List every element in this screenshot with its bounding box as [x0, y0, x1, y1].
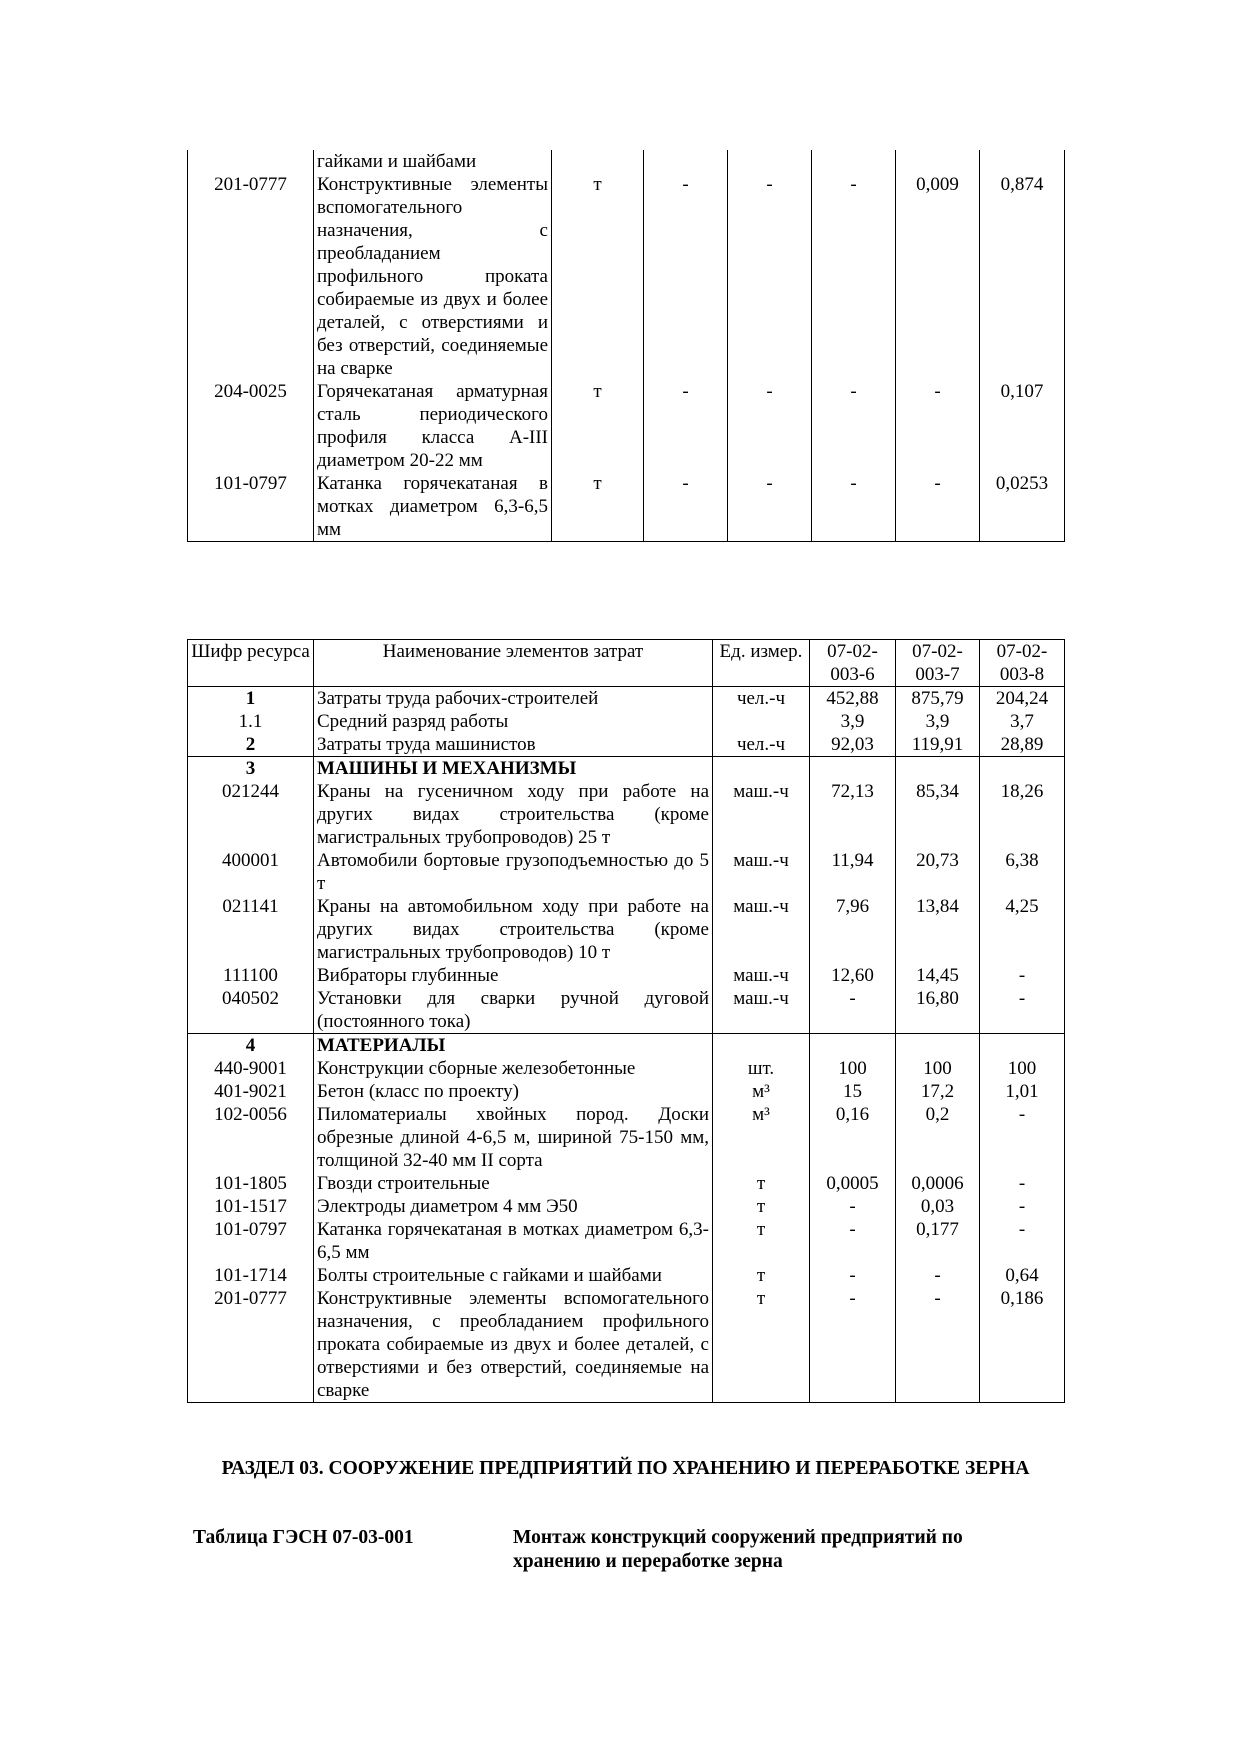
table-row: [188, 1172, 1065, 1195]
table-row: [188, 757, 1065, 781]
resource-code: 040502: [188, 987, 314, 1034]
table-row: [188, 1057, 1065, 1080]
resource-unit: т: [552, 380, 644, 472]
value-col-2: 0,0006: [896, 1172, 980, 1195]
value-col-4: -: [896, 472, 980, 542]
resource-code: 1.1: [188, 710, 314, 733]
resource-code: 101-1517: [188, 1195, 314, 1218]
resource-code: 201-0777: [188, 1287, 314, 1403]
value-col-1: 0,0005: [810, 1172, 896, 1195]
value-col-2: 119,91: [896, 733, 980, 757]
table-row: [188, 780, 1065, 849]
value-col-3: [980, 757, 1065, 781]
header-unit: Ед. измер.: [713, 640, 810, 687]
resource-name: Затраты труда рабочих-строителей: [314, 687, 713, 711]
resource-code: 101-1805: [188, 1172, 314, 1195]
table-row: [188, 1264, 1065, 1287]
value-col-1: 100: [810, 1057, 896, 1080]
resources-body: [188, 687, 1065, 1403]
resource-name: Средний разряд работы: [314, 710, 713, 733]
resource-unit: маш.-ч: [713, 964, 810, 987]
resource-code: [188, 150, 314, 173]
resource-unit: маш.-ч: [713, 780, 810, 849]
resource-name: Катанка горячекатаная в мотках диаметром 6,3-6,5 мм: [314, 472, 552, 542]
table-row: [188, 150, 1065, 173]
value-col-3: -: [980, 987, 1065, 1034]
value-col-3: -: [812, 380, 896, 472]
resource-name: МАШИНЫ И МЕХАНИЗМЫ: [314, 757, 713, 781]
continued-resources-body: [188, 150, 1065, 542]
table-row: [188, 1034, 1065, 1058]
value-col-3: 100: [980, 1057, 1065, 1080]
table-header-row: [188, 640, 1065, 687]
value-col-3: 28,89: [980, 733, 1065, 757]
resource-code: 111100: [188, 964, 314, 987]
resource-name: Электроды диаметром 4 мм Э50: [314, 1195, 713, 1218]
resource-unit: [713, 1034, 810, 1058]
value-col-3: [812, 150, 896, 173]
value-col-3: 0,186: [980, 1287, 1065, 1403]
resource-name: Конструктивные элементы вспомогательного назначения, с преобладанием профильного проката собираемые из двух и более деталей, с отверстиями и без отверстий, соединяемые на сварке: [314, 1287, 713, 1403]
value-col-1: [810, 1034, 896, 1058]
value-col-3: -: [980, 1218, 1065, 1264]
resource-unit: т: [713, 1264, 810, 1287]
table-row: [188, 733, 1065, 757]
header-col-2: 07-02-003-7: [896, 640, 980, 687]
value-col-1: 7,96: [810, 895, 896, 964]
value-col-2: 16,80: [896, 987, 980, 1034]
resource-code: 021244: [188, 780, 314, 849]
value-col-1: 0,16: [810, 1103, 896, 1172]
value-col-1: 92,03: [810, 733, 896, 757]
value-col-4: [896, 150, 980, 173]
resource-name: Болты строительные с гайками и шайбами: [314, 1264, 713, 1287]
value-col-3: 204,24: [980, 687, 1065, 711]
resource-name: Краны на автомобильном ходу при работе на других видах строительства (кроме магистральных трубопроводов) 10 т: [314, 895, 713, 964]
table-row: [188, 472, 1065, 542]
value-col-2: [728, 150, 812, 173]
resource-unit: [713, 710, 810, 733]
resource-unit: т: [713, 1218, 810, 1264]
resource-unit: маш.-ч: [713, 895, 810, 964]
resource-name: Конструктивные элементы вспомогательного назначения, с преобладанием профильного проката собираемые из двух и более деталей, с отверстиями и без отверстий, соединяемые на сварке: [314, 173, 552, 380]
resource-name: Бетон (класс по проекту): [314, 1080, 713, 1103]
resource-unit: м³: [713, 1103, 810, 1172]
value-col-1: -: [810, 1195, 896, 1218]
value-col-1: -: [810, 1287, 896, 1403]
value-col-1: -: [644, 472, 728, 542]
table-row: [188, 687, 1065, 711]
value-col-1: -: [644, 173, 728, 380]
resource-name: Пиломатериалы хвойных пород. Доски обрезные длиной 4-6,5 м, шириной 75-150 мм, толщиной 32-40 мм II сорта: [314, 1103, 713, 1172]
value-col-3: [980, 1034, 1065, 1058]
value-col-3: -: [980, 1195, 1065, 1218]
value-col-1: -: [644, 380, 728, 472]
value-col-3: 3,7: [980, 710, 1065, 733]
table-row: [188, 1103, 1065, 1172]
resource-name: Катанка горячекатаная в мотках диаметром 6,3-6,5 мм: [314, 1218, 713, 1264]
value-col-2: -: [896, 1264, 980, 1287]
value-col-3: 6,38: [980, 849, 1065, 895]
resource-code: 201-0777: [188, 173, 314, 380]
value-col-4: 0,009: [896, 173, 980, 380]
resource-code: 204-0025: [188, 380, 314, 472]
resource-name: Автомобили бортовые грузоподъемностью до 5 т: [314, 849, 713, 895]
value-col-1: [644, 150, 728, 173]
resource-name: Горячекатаная арматурная сталь периодического профиля класса А-III диаметром 20-22 мм: [314, 380, 552, 472]
value-col-1: 72,13: [810, 780, 896, 849]
value-col-1: -: [810, 1218, 896, 1264]
resource-unit: маш.-ч: [713, 987, 810, 1034]
value-col-3: -: [980, 1103, 1065, 1172]
resource-code: 3: [188, 757, 314, 781]
resource-code: 101-0797: [188, 472, 314, 542]
value-col-2: 17,2: [896, 1080, 980, 1103]
header-name: Наименование элементов затрат: [314, 640, 713, 687]
value-col-2: 85,34: [896, 780, 980, 849]
value-col-1: [810, 757, 896, 781]
resource-unit: шт.: [713, 1057, 810, 1080]
table-row: [188, 1195, 1065, 1218]
value-col-3: 1,01: [980, 1080, 1065, 1103]
value-col-2: 3,9: [896, 710, 980, 733]
resources-table: [187, 639, 1065, 1403]
resource-unit: чел.-ч: [713, 687, 810, 711]
resource-code: 101-0797: [188, 1218, 314, 1264]
resource-unit: т: [713, 1195, 810, 1218]
table-row: [188, 849, 1065, 895]
value-col-2: 20,73: [896, 849, 980, 895]
value-col-2: -: [896, 1287, 980, 1403]
value-col-2: -: [728, 173, 812, 380]
value-col-2: -: [728, 472, 812, 542]
table-row: [188, 1287, 1065, 1403]
resource-name: Конструкции сборные железобетонные: [314, 1057, 713, 1080]
table-row: [188, 1218, 1065, 1264]
resource-name: МАТЕРИАЛЫ: [314, 1034, 713, 1058]
resource-unit: т: [552, 173, 644, 380]
header-col-1: 07-02-003-6: [810, 640, 896, 687]
resource-name: гайками и шайбами: [314, 150, 552, 173]
resource-name: Гвозди строительные: [314, 1172, 713, 1195]
table-row: [188, 895, 1065, 964]
value-col-2: 0,03: [896, 1195, 980, 1218]
continued-resources-table: [187, 150, 1065, 542]
value-col-3: 18,26: [980, 780, 1065, 849]
value-col-5: 0,874: [980, 173, 1065, 380]
value-col-1: 15: [810, 1080, 896, 1103]
section-heading: РАЗДЕЛ 03. СООРУЖЕНИЕ ПРЕДПРИЯТИЙ ПО ХРАНЕНИЮ И ПЕРЕРАБОТКЕ ЗЕРНА: [221, 1458, 1030, 1479]
resource-name: Краны на гусеничном ходу при работе на других видах строительства (кроме магистральных трубопроводов) 25 т: [314, 780, 713, 849]
table-row: [188, 380, 1065, 472]
resource-code: 4: [188, 1034, 314, 1058]
value-col-3: -: [812, 173, 896, 380]
table-row: [188, 987, 1065, 1034]
resource-unit: [713, 757, 810, 781]
resource-unit: т: [552, 472, 644, 542]
resource-code: 401-9021: [188, 1080, 314, 1103]
value-col-5: [980, 150, 1065, 173]
table-title: Монтаж конструкций сооружений предприятий по хранению и переработке зерна: [513, 1527, 963, 1572]
value-col-2: 100: [896, 1057, 980, 1080]
resource-code: 101-1714: [188, 1264, 314, 1287]
value-col-3: 4,25: [980, 895, 1065, 964]
resource-name: Вибраторы глубинные: [314, 964, 713, 987]
value-col-1: 11,94: [810, 849, 896, 895]
value-col-2: 0,177: [896, 1218, 980, 1264]
resource-code: 400001: [188, 849, 314, 895]
value-col-2: 0,2: [896, 1103, 980, 1172]
resource-unit: чел.-ч: [713, 733, 810, 757]
resource-code: 1: [188, 687, 314, 711]
resource-unit: [552, 150, 644, 173]
value-col-2: -: [728, 380, 812, 472]
resource-code: 021141: [188, 895, 314, 964]
value-col-1: -: [810, 1264, 896, 1287]
value-col-1: 12,60: [810, 964, 896, 987]
resource-unit: т: [713, 1287, 810, 1403]
resource-name: Затраты труда машинистов: [314, 733, 713, 757]
resource-name: Установки для сварки ручной дуговой (постоянного тока): [314, 987, 713, 1034]
resource-unit: м³: [713, 1080, 810, 1103]
resource-code: 102-0056: [188, 1103, 314, 1172]
resource-unit: маш.-ч: [713, 849, 810, 895]
value-col-1: 3,9: [810, 710, 896, 733]
value-col-2: 14,45: [896, 964, 980, 987]
value-col-2: [896, 757, 980, 781]
value-col-3: -: [980, 1172, 1065, 1195]
value-col-1: -: [810, 987, 896, 1034]
table-row: [188, 173, 1065, 380]
table-row: [188, 710, 1065, 733]
table-row: [188, 964, 1065, 987]
resource-code: 440-9001: [188, 1057, 314, 1080]
value-col-2: 875,79: [896, 687, 980, 711]
value-col-3: 0,64: [980, 1264, 1065, 1287]
value-col-1: 452,88: [810, 687, 896, 711]
value-col-3: -: [812, 472, 896, 542]
value-col-5: 0,0253: [980, 472, 1065, 542]
header-col-3: 07-02-003-8: [980, 640, 1065, 687]
table-row: [188, 1080, 1065, 1103]
value-col-5: 0,107: [980, 380, 1065, 472]
resource-code: 2: [188, 733, 314, 757]
table-label: Таблица ГЭСН 07-03-001: [193, 1527, 414, 1548]
header-code: Шифр ресурса: [188, 640, 314, 687]
value-col-3: -: [980, 964, 1065, 987]
value-col-2: 13,84: [896, 895, 980, 964]
value-col-4: -: [896, 380, 980, 472]
resource-unit: т: [713, 1172, 810, 1195]
value-col-2: [896, 1034, 980, 1058]
